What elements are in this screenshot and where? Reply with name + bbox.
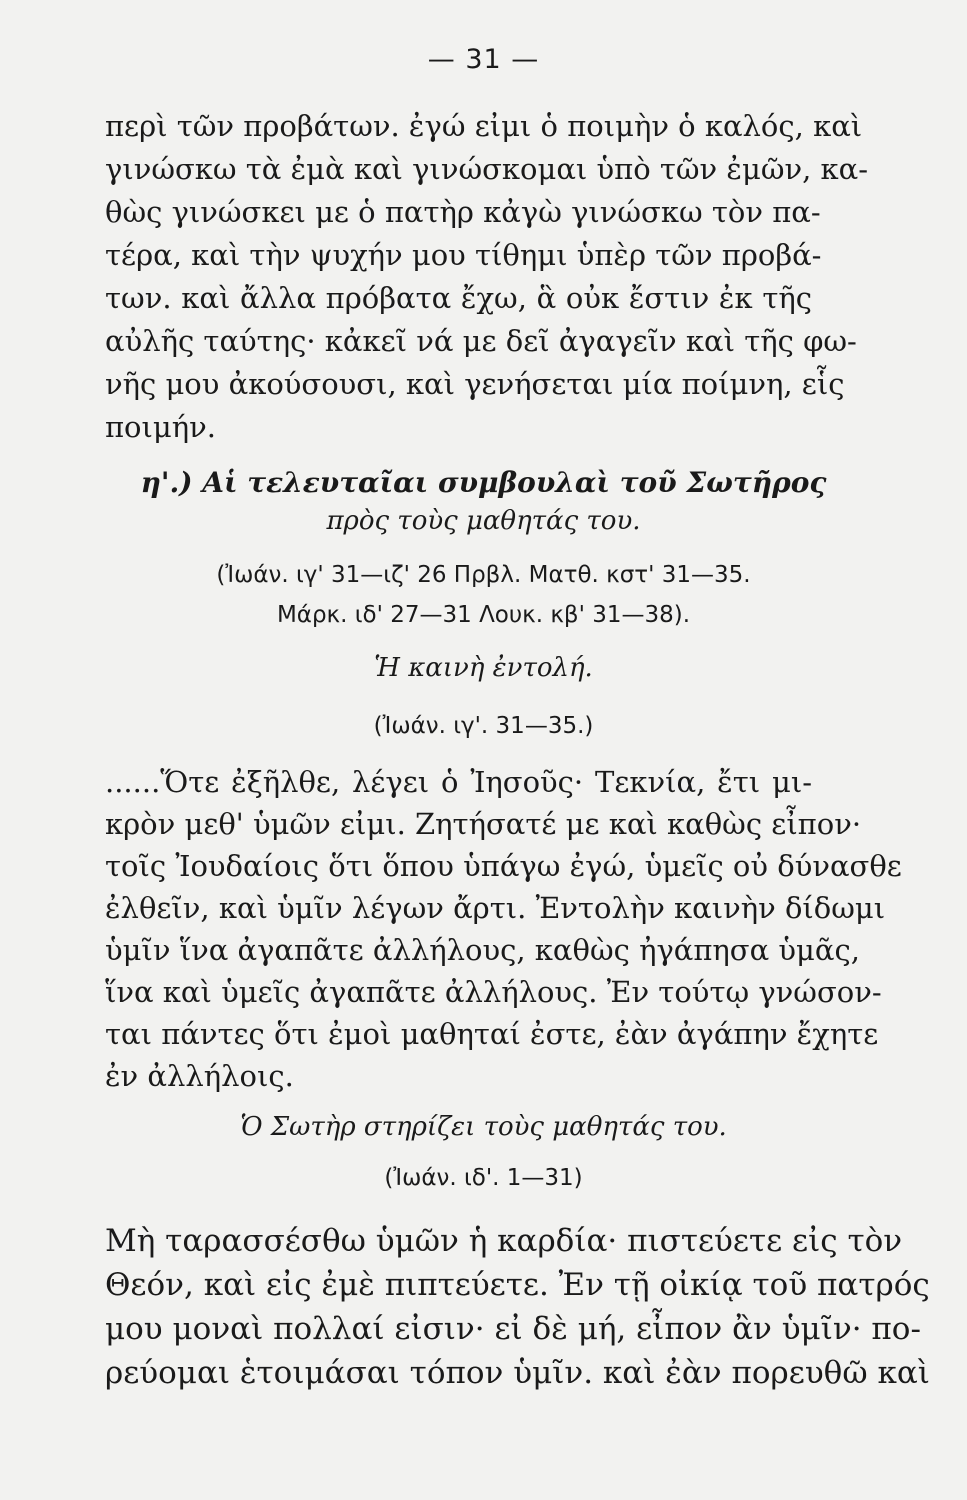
text-line: τοῖς Ἰουδαίοις ὅτι ὅπου ὑπάγω ἐγώ, ὑμεῖς οὐ δύνασθε [105, 849, 902, 883]
scripture-reference: (Ἰωάν. ιδ'. 1—31) [384, 1165, 583, 1191]
text-line: γινώσκω τὰ ἐμὰ καὶ γινώσκομαι ὑπὸ τῶν ἐμῶν, κα- [105, 152, 869, 186]
text-line: ἐν ἀλλήλοις. [105, 1059, 294, 1093]
text-line: Θεόν, καὶ εἰς ἐμὲ πιπτεύετε. Ἐν τῇ οἰκίᾳ τοῦ πατρός [105, 1267, 930, 1303]
text-line: των. καὶ ἄλλα πρόβατα ἔχω, ἃ οὐκ ἔστιν ἐκ τῆς [105, 281, 812, 315]
text-line: ἐλθεῖν, καὶ ὑμῖν λέγων ἄρτι. Ἐντολὴν καινὴν δίδωμι [105, 891, 886, 925]
text-line: κρὸν μεθ' ὑμῶν εἰμι. Ζητήσατέ με καὶ καθὼς εἶπον· [105, 807, 862, 841]
text-line: ἵνα καὶ ὑμεῖς ἀγαπᾶτε ἀλλήλους. Ἐν τούτῳ γνώσον- [105, 975, 882, 1009]
text-line: ται πάντες ὅτι ἐμοὶ μαθηταί ἐστε, ἐὰν ἀγάπην ἔχητε [105, 1017, 879, 1051]
text-line: μου μοναὶ πολλαί εἰσιν· εἰ δὲ μή, εἶπον ἂν ὑμῖν· πο- [105, 1311, 921, 1347]
text-line: αὐλῆς ταύτης· κἀκεῖ νά με δεῖ ἀγαγεῖν καὶ τῆς φω- [105, 324, 857, 358]
scripture-reference-continued: Μάρκ. ιδ' 27—31 Λουκ. κβ' 31—38). [276, 602, 691, 628]
subheading-new-commandment: Ἡ καινὴ ἐντολή. [374, 653, 593, 683]
text-line: θὼς γινώσκει με ὁ πατὴρ κἀγὼ γινώσκω τὸν πα- [105, 195, 821, 229]
text-line: τέρα, καὶ τὴν ψυχήν μου τίθημι ὑπὲρ τῶν προβά- [105, 238, 822, 272]
subheading-savior-strengthens: Ὁ Σωτὴρ στηρίζει τοὺς μαθητάς του. [240, 1112, 727, 1142]
text-line: νῆς μου ἀκούσουσι, καὶ γενήσεται μία ποίμνη, εἷς [105, 367, 845, 401]
text-line: Μὴ ταρασσέσθω ὑμῶν ἡ καρδία· πιστεύετε εἰς τὸν [105, 1223, 903, 1259]
text-line: περὶ τῶν προβάτων. ἐγώ εἰμι ὁ ποιμὴν ὁ καλός, καὶ [105, 109, 863, 143]
section-heading-continued: πρὸς τοὺς μαθητάς του. [326, 506, 641, 536]
scripture-reference: (Ἰωάν. ιγ' 31—ιζ' 26 Πρβλ. Ματθ. κστ' 31—35. [216, 562, 751, 588]
text-line: ποιμήν. [105, 410, 216, 444]
text-line: ......Ὅτε ἐξῆλθε, λέγει ὁ Ἰησοῦς· Τεκνία, ἔτι μι- [105, 765, 812, 799]
page-number: — 31 — [427, 44, 540, 75]
text-line: ρεύομαι ἑτοιμάσαι τόπον ὑμῖν. καὶ ἐὰν πορευθῶ καὶ [105, 1355, 930, 1391]
section-heading: η'.) Αἱ τελευταῖαι συμβουλαὶ τοῦ Σωτῆρος [140, 466, 827, 499]
scripture-reference: (Ἰωάν. ιγ'. 31—35.) [373, 713, 594, 739]
text-line: ὑμῖν ἵνα ἀγαπᾶτε ἀλλήλους, καθὼς ἠγάπησα ὑμᾶς, [105, 933, 860, 967]
